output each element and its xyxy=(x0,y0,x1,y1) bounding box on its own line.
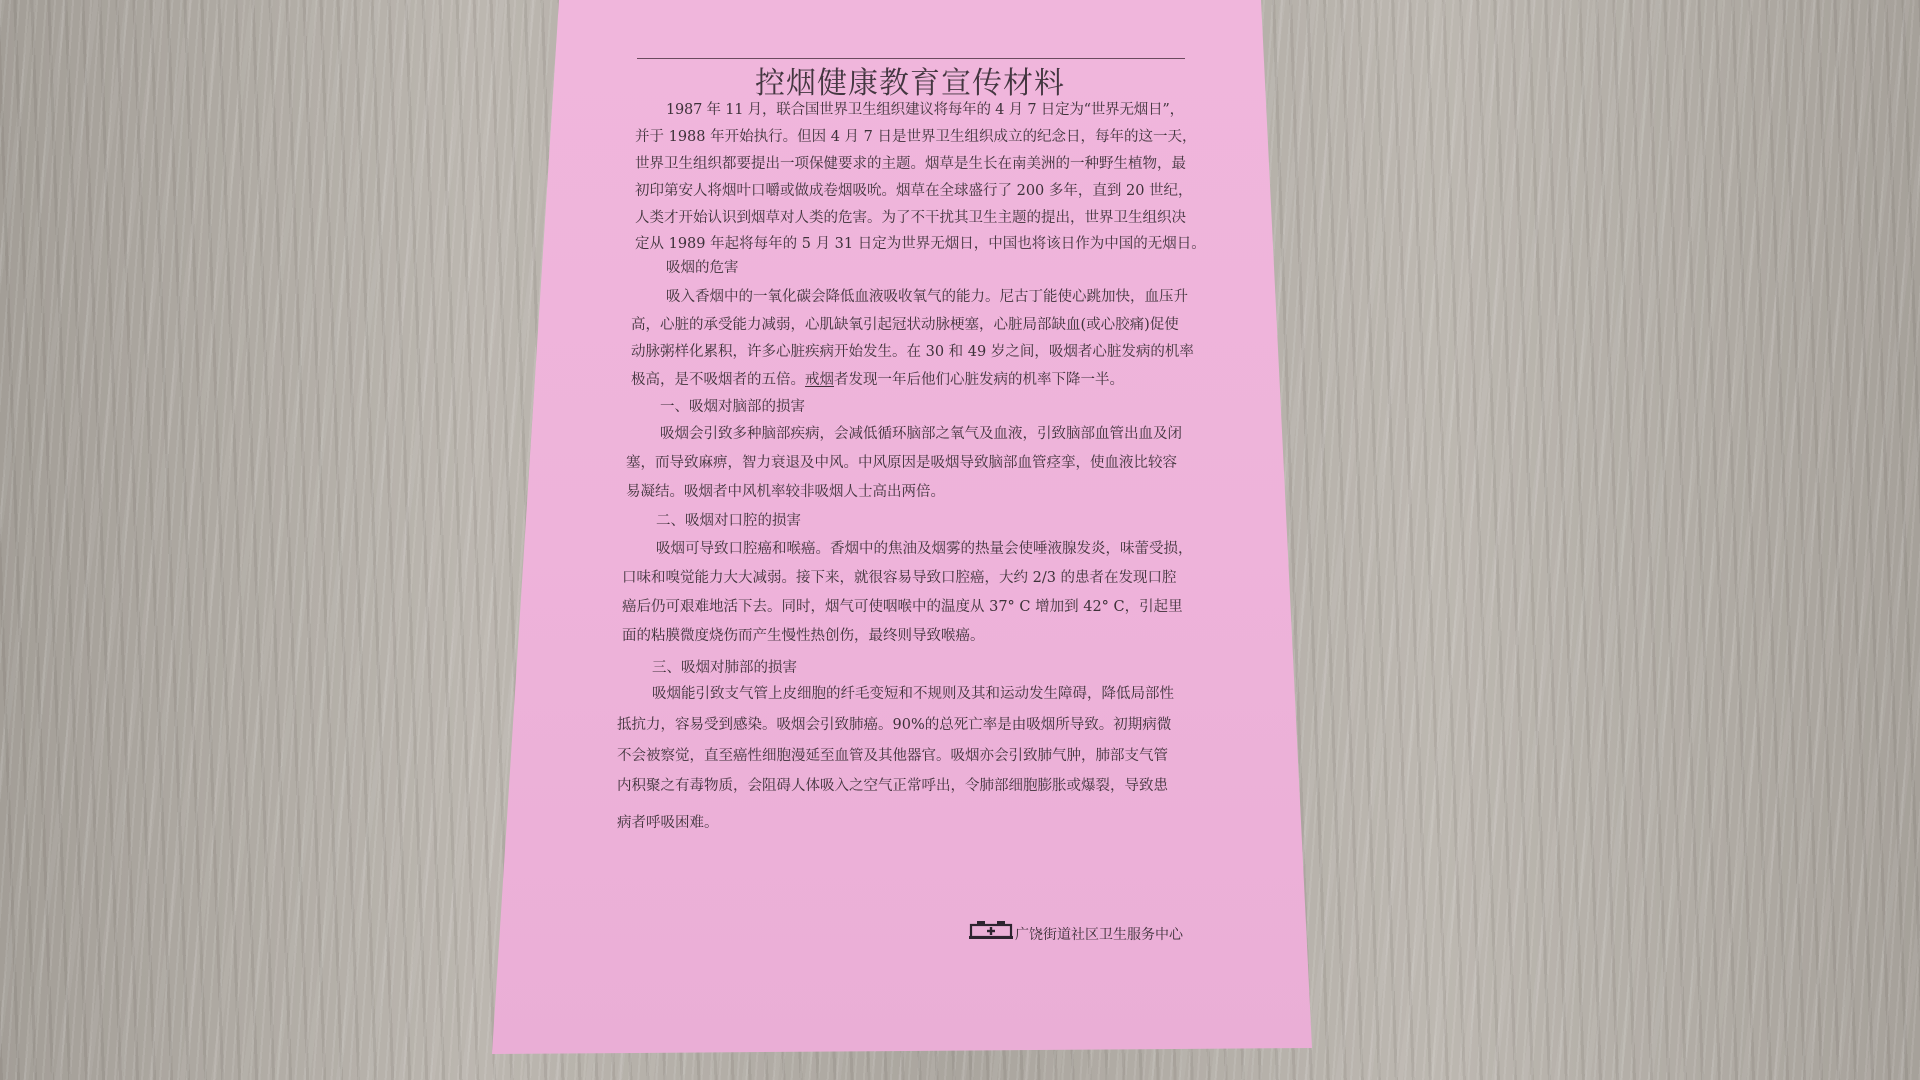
lung-line: 抵抗力，容易受到感染。吸烟会引致肺癌。90%的总死亡率是由吸烟所导致。初期病微 xyxy=(617,717,1172,733)
harm-line: 极高，是不吸烟者的五倍。 xyxy=(631,372,805,388)
intro-line: 定从 1989 年起将每年的 5 月 31 日定为世界无烟日，中国也将该日作为中国的无烟日。 xyxy=(635,236,1206,252)
mouth-line: 吸烟可导致口腔癌和喉癌。香烟中的焦油及烟雾的热量会使唾液腺发炎，味蕾受损， xyxy=(656,541,1193,557)
lung-heading: 三、吸烟对肺部的损害 xyxy=(652,660,797,676)
harm-last-line xyxy=(631,370,1124,390)
intro-line: 1987 年 11 月，联合国世界卫生组织建议将每年的 4 月 7 日定为“世界无烟日”， xyxy=(666,102,1184,118)
intro-line: 并于 1988 年开始执行。但因 4 月 7 日是世界卫生组织成立的纪念日，每年的这一天， xyxy=(635,129,1197,145)
harm-line: 动脉粥样化累积，许多心脏疾病开始发生。在 30 和 49 岁之间，吸烟者心脏发病的机率 xyxy=(631,344,1194,360)
harm-line-rest: 者发现一年后他们心脏发病的机率下降一半。 xyxy=(834,372,1124,388)
mouth-line: 口味和嗅觉能力大大减弱。接下来，就很容易导致口腔癌，大约 2/3 的患者在发现口腔 xyxy=(622,570,1177,586)
intro-line: 初印第安人将烟叶口嚼或做成卷烟吸吮。烟草在全球盛行了 200 多年，直到 20 世纪， xyxy=(635,183,1193,199)
mouth-line: 癌后仍可艰难地活下去。同时，烟气可使咽喉中的温度从 37° C 增加到 42° C，引起里 xyxy=(622,599,1183,615)
lung-line: 不会被察觉，直至癌性细胞漫延至血管及其他器官。吸烟亦会引致肺气肿，肺部支气管 xyxy=(617,748,1168,764)
intro-line: 人类才开始认识到烟草对人类的危害。为了不干扰其卫生主题的提出，世界卫生组织决 xyxy=(635,210,1186,226)
harm-line: 吸入香烟中的一氧化碳会降低血液吸收氧气的能力。尼古丁能使心跳加快，血压升 xyxy=(666,289,1188,305)
brain-line: 吸烟会引致多种脑部疾病，会减低循环脑部之氧气及血液，引致脑部血管出血及闭 xyxy=(660,426,1182,442)
health-center-logo-icon xyxy=(969,920,1013,940)
harm-line: 高，心脏的承受能力减弱，心肌缺氧引起冠状动脉梗塞，心脏局部缺血(或心胶痛)促使 xyxy=(631,317,1179,333)
intro-line: 世界卫生组织都要提出一项保健要求的主题。烟草是生长在南美洲的一种野生植物，最 xyxy=(635,156,1186,172)
lung-line: 病者呼吸困难。 xyxy=(617,815,719,831)
lung-line: 吸烟能引致支气管上皮细胞的纤毛变短和不规则及其和运动发生障碍，降低局部性 xyxy=(652,686,1174,702)
mouth-line: 面的粘膜微度烧伤而产生慢性热创伤，最终则导致喉癌。 xyxy=(622,628,985,644)
footer-organization: 广饶街道社区卫生服务中心 xyxy=(1015,927,1183,943)
mouth-heading: 二、吸烟对口腔的损害 xyxy=(656,513,801,529)
brain-line: 易凝结。吸烟者中风机率较非吸烟人士高出两倍。 xyxy=(626,484,945,500)
quit-smoking-term: 戒烟 xyxy=(805,372,834,388)
brain-heading: 一、吸烟对脑部的损害 xyxy=(660,399,805,415)
document-title: 控烟健康教育宣传材料 xyxy=(755,66,1065,101)
brain-line: 塞，而导致麻痹，智力衰退及中风。中风原因是吸烟导致脑部血管痉挛，使血液比较容 xyxy=(626,455,1177,471)
harm-heading: 吸烟的危害 xyxy=(666,260,739,276)
lung-line: 内积聚之有毒物质，会阻碍人体吸入之空气正常呼出，令肺部细胞膨胀或爆裂，导致患 xyxy=(617,778,1168,794)
